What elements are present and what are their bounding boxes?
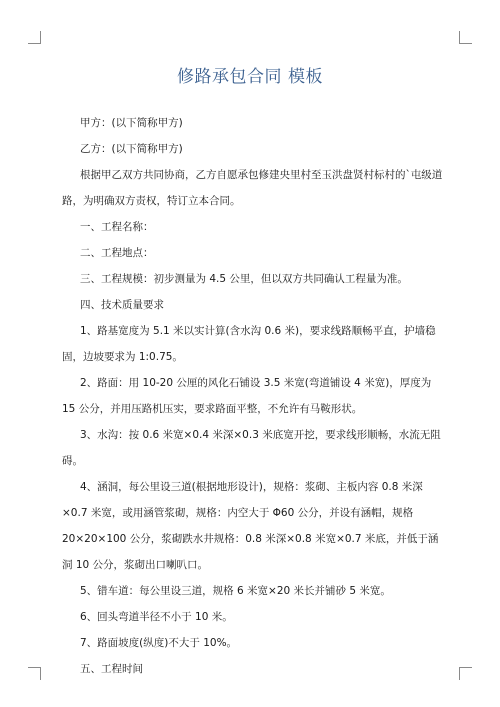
document-title: 修路承包合同 模板 xyxy=(177,67,323,87)
requirement-7-slope: 7、路面坡度(纵度)不大于 10%。 xyxy=(80,637,238,649)
section-project-name: 一、工程名称： xyxy=(80,221,154,233)
party-a-line: 甲方：(以下简称甲方) xyxy=(80,117,183,129)
section-project-location: 二、工程地点： xyxy=(80,247,154,259)
document-body xyxy=(62,110,444,682)
crop-mark-bottom-right xyxy=(459,667,472,680)
section-project-time: 五、工程时间 xyxy=(80,663,143,675)
section-project-scale: 三、工程规模：初步测量为 4.5 公里，但以双方共同确认工程量为准。 xyxy=(80,273,408,285)
requirement-4-culvert: 4、涵洞，每公里设三道(根据地形设计)，规格：浆砌、主板内容 0.8 米深×0.7 米宽，或用涵管浆砌，规格：内空大于 Φ60 公分，并设有涵帽，规格 20×20×100 公分，浆砌跌水井规格：0.8 米深×0.8 米宽×0.7 米底，并低于涵洞 10 公分，浆砌出口喇叭口。 xyxy=(62,481,439,571)
requirement-5-passing-lane: 5、错车道：每公里设三道，规格 6 米宽×20 米长并铺砂 5 米宽。 xyxy=(80,585,391,597)
section-technical-requirements: 四、技术质量要求 xyxy=(80,299,164,311)
requirement-2-surface: 2、路面：用 10-20 公厘的风化石铺设 3.5 米宽(弯道铺设 4 米宽)，厚度为 15 公分，并用压路机压实，要求路面平整，不允许有马鞍形状。 xyxy=(62,377,432,415)
requirement-6-curve-radius: 6、回头弯道半径不小于 10 米。 xyxy=(80,611,233,623)
crop-mark-top-right xyxy=(459,31,472,44)
party-b-line: 乙方：(以下简称甲方) xyxy=(80,143,183,155)
crop-mark-bottom-left xyxy=(28,667,41,680)
crop-mark-top-left xyxy=(28,31,41,44)
preamble-paragraph: 根据甲乙双方共同协商，乙方自愿承包修建央里村至玉洪盘贤村标村的`屯级道路，为明确双方责权，特订立本合同。 xyxy=(62,169,443,207)
requirement-1-roadbed: 1、路基宽度为 5.1 米以实计算(含水沟 0.6 米)，要求线路顺畅平直，护墙稳固，边坡要求为 1:0.75。 xyxy=(62,325,436,363)
requirement-3-ditch: 3、水沟：按 0.6 米宽×0.4 米深×0.3 米底宽开挖，要求线形顺畅，水流无阻碍。 xyxy=(62,429,441,467)
